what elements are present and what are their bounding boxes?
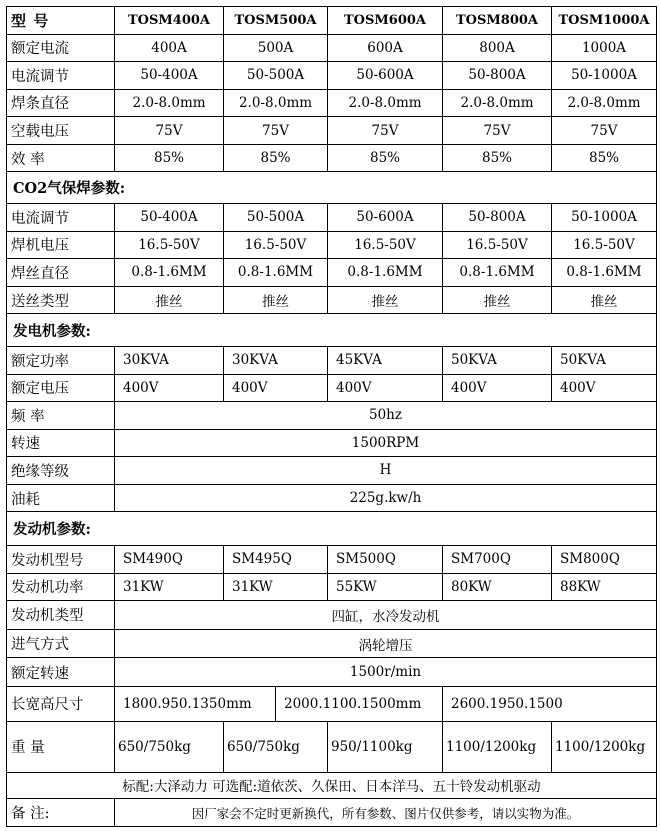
- spec-value: 400V: [443, 374, 552, 402]
- row-label: 额定电压: [7, 374, 115, 402]
- spec-value: SM700Q: [443, 546, 552, 574]
- spec-value: 推丝: [224, 286, 328, 314]
- spec-value: 0.8-1.6MM: [552, 259, 657, 287]
- model-name: TOSM500A: [224, 7, 328, 35]
- section-title-co2: CO2气保焊参数:: [7, 172, 657, 204]
- spec-value: 88KW: [552, 573, 657, 601]
- spec-value: 45KVA: [328, 346, 443, 374]
- spec-value: 50-800A: [443, 204, 552, 232]
- spec-value: 1500RPM: [115, 429, 657, 457]
- model-header-row: [7, 7, 657, 35]
- model-name: TOSM400A: [115, 7, 224, 35]
- spec-row: [7, 601, 657, 630]
- spec-row: [7, 346, 657, 374]
- spec-value: SM490Q: [115, 546, 224, 574]
- spec-value: 75V: [443, 117, 552, 145]
- row-label: 焊丝直径: [7, 259, 115, 287]
- spec-value: 涡轮增压: [115, 629, 657, 658]
- spec-row: [7, 686, 657, 721]
- spec-row: [7, 457, 657, 485]
- spec-row: [7, 429, 657, 457]
- spec-row: [7, 402, 657, 430]
- row-label: 焊条直径: [7, 89, 115, 117]
- spec-value: 1800.950.1350mm: [115, 686, 276, 721]
- footer-row: [7, 772, 657, 799]
- model-name: TOSM800A: [443, 7, 552, 35]
- spec-value: SM500Q: [328, 546, 443, 574]
- spec-value: 50-400A: [115, 62, 224, 90]
- spec-value: 四缸，水冷发动机: [115, 601, 657, 630]
- spec-value: 75V: [552, 117, 657, 145]
- standard-config-note: 标配:大泽动力 可选配:道依茨、久保田、日本洋马、五十铃发动机驱动: [7, 772, 657, 799]
- spec-value: 31KW: [115, 573, 224, 601]
- spec-value: 85%: [115, 144, 224, 172]
- spec-value: 85%: [443, 144, 552, 172]
- spec-value: 16.5-50V: [328, 231, 443, 259]
- spec-value: 2.0-8.0mm: [552, 89, 657, 117]
- spec-row: [7, 144, 657, 172]
- spec-value: 50-1000A: [552, 62, 657, 90]
- section-header: [7, 172, 657, 204]
- row-label: 发动机型号: [7, 546, 115, 574]
- spec-row: [7, 573, 657, 601]
- spec-value: 500A: [224, 34, 328, 62]
- spec-row: [7, 117, 657, 145]
- spec-value: 400V: [224, 374, 328, 402]
- spec-value: 0.8-1.6MM: [115, 259, 224, 287]
- spec-value: 30KVA: [224, 346, 328, 374]
- spec-value: 50-1000A: [552, 204, 657, 232]
- spec-row: [7, 204, 657, 232]
- spec-value: 75V: [115, 117, 224, 145]
- spec-value: 75V: [328, 117, 443, 145]
- spec-value: 0.8-1.6MM: [224, 259, 328, 287]
- spec-value: 推丝: [115, 286, 224, 314]
- section-header: [7, 314, 657, 347]
- spec-value: 50-600A: [328, 204, 443, 232]
- spec-value: 0.8-1.6MM: [328, 259, 443, 287]
- spec-row: [7, 374, 657, 402]
- spec-row: [7, 231, 657, 259]
- spec-value: 50-500A: [224, 204, 328, 232]
- row-label: 长宽高尺寸: [7, 686, 115, 721]
- spec-value: 16.5-50V: [552, 231, 657, 259]
- spec-row: [7, 286, 657, 314]
- spec-value: 225g.kw/h: [115, 484, 657, 512]
- row-label: 送丝类型: [7, 286, 115, 314]
- spec-value: 0.8-1.6MM: [443, 259, 552, 287]
- spec-value: 50KVA: [443, 346, 552, 374]
- remark-text: 因厂家会不定时更新换代，所有参数、图片仅供参考，请以实物为准。: [115, 799, 657, 827]
- row-label: 重 量: [7, 721, 115, 772]
- spec-row: [7, 629, 657, 658]
- spec-value: 50-500A: [224, 62, 328, 90]
- spec-value: H: [115, 457, 657, 485]
- row-label: 电流调节: [7, 204, 115, 232]
- spec-value: 400A: [115, 34, 224, 62]
- spec-value: 2.0-8.0mm: [115, 89, 224, 117]
- spec-value: 400V: [115, 374, 224, 402]
- spec-row: [7, 89, 657, 117]
- spec-value: 50-400A: [115, 204, 224, 232]
- spec-row: [7, 484, 657, 512]
- spec-value: 50-600A: [328, 62, 443, 90]
- spec-table: [6, 6, 657, 827]
- row-label: 转速: [7, 429, 115, 457]
- spec-value: 400V: [328, 374, 443, 402]
- row-label: 额定功率: [7, 346, 115, 374]
- row-label: 空载电压: [7, 117, 115, 145]
- spec-value: 85%: [552, 144, 657, 172]
- row-label: 频 率: [7, 402, 115, 430]
- spec-row: [7, 721, 657, 772]
- section-header: [7, 512, 657, 546]
- spec-value: 2600.1950.1500: [443, 686, 657, 721]
- spec-value: 80KW: [443, 573, 552, 601]
- spec-value: 650/750kg: [224, 721, 328, 772]
- row-label: 绝缘等级: [7, 457, 115, 485]
- spec-value: 75V: [224, 117, 328, 145]
- spec-value: 30KVA: [115, 346, 224, 374]
- model-label: 型 号: [7, 7, 115, 35]
- spec-value: 16.5-50V: [224, 231, 328, 259]
- section-title-generator: 发电机参数:: [7, 314, 657, 347]
- spec-value: 1500r/min: [115, 658, 657, 687]
- spec-row: [7, 546, 657, 574]
- spec-value: 400V: [552, 374, 657, 402]
- spec-value: 31KW: [224, 573, 328, 601]
- row-label: 额定电流: [7, 34, 115, 62]
- model-name: TOSM600A: [328, 7, 443, 35]
- spec-row: [7, 34, 657, 62]
- row-label: 进气方式: [7, 629, 115, 658]
- spec-value: 1000A: [552, 34, 657, 62]
- spec-value: 2000.1100.1500mm: [276, 686, 443, 721]
- row-label: 效 率: [7, 144, 115, 172]
- spec-value: 1100/1200kg: [552, 721, 657, 772]
- spec-value: 1100/1200kg: [443, 721, 552, 772]
- row-label: 电流调节: [7, 62, 115, 90]
- spec-row: [7, 259, 657, 287]
- spec-value: 推丝: [552, 286, 657, 314]
- remark-label: 备 注:: [7, 799, 115, 827]
- spec-value: 推丝: [328, 286, 443, 314]
- section-title-engine: 发动机参数:: [7, 512, 657, 546]
- row-label: 发动机功率: [7, 573, 115, 601]
- spec-value: 50-800A: [443, 62, 552, 90]
- spec-row: [7, 62, 657, 90]
- spec-value: 50hz: [115, 402, 657, 430]
- spec-value: 85%: [224, 144, 328, 172]
- spec-value: 50KVA: [552, 346, 657, 374]
- spec-value: 650/750kg: [115, 721, 224, 772]
- spec-value: 85%: [328, 144, 443, 172]
- row-label: 额定转速: [7, 658, 115, 687]
- spec-value: 2.0-8.0mm: [328, 89, 443, 117]
- spec-value: 16.5-50V: [115, 231, 224, 259]
- spec-row: [7, 658, 657, 687]
- spec-value: 800A: [443, 34, 552, 62]
- footer-row: [7, 799, 657, 827]
- spec-value: 推丝: [443, 286, 552, 314]
- spec-value: 600A: [328, 34, 443, 62]
- spec-value: SM495Q: [224, 546, 328, 574]
- row-label: 焊机电压: [7, 231, 115, 259]
- row-label: 发动机类型: [7, 601, 115, 630]
- spec-value: 950/1100kg: [328, 721, 443, 772]
- spec-value: SM800Q: [552, 546, 657, 574]
- row-label: 油耗: [7, 484, 115, 512]
- spec-value: 2.0-8.0mm: [224, 89, 328, 117]
- model-name: TOSM1000A: [552, 7, 657, 35]
- spec-value: 2.0-8.0mm: [443, 89, 552, 117]
- spec-value: 55KW: [328, 573, 443, 601]
- spec-value: 16.5-50V: [443, 231, 552, 259]
